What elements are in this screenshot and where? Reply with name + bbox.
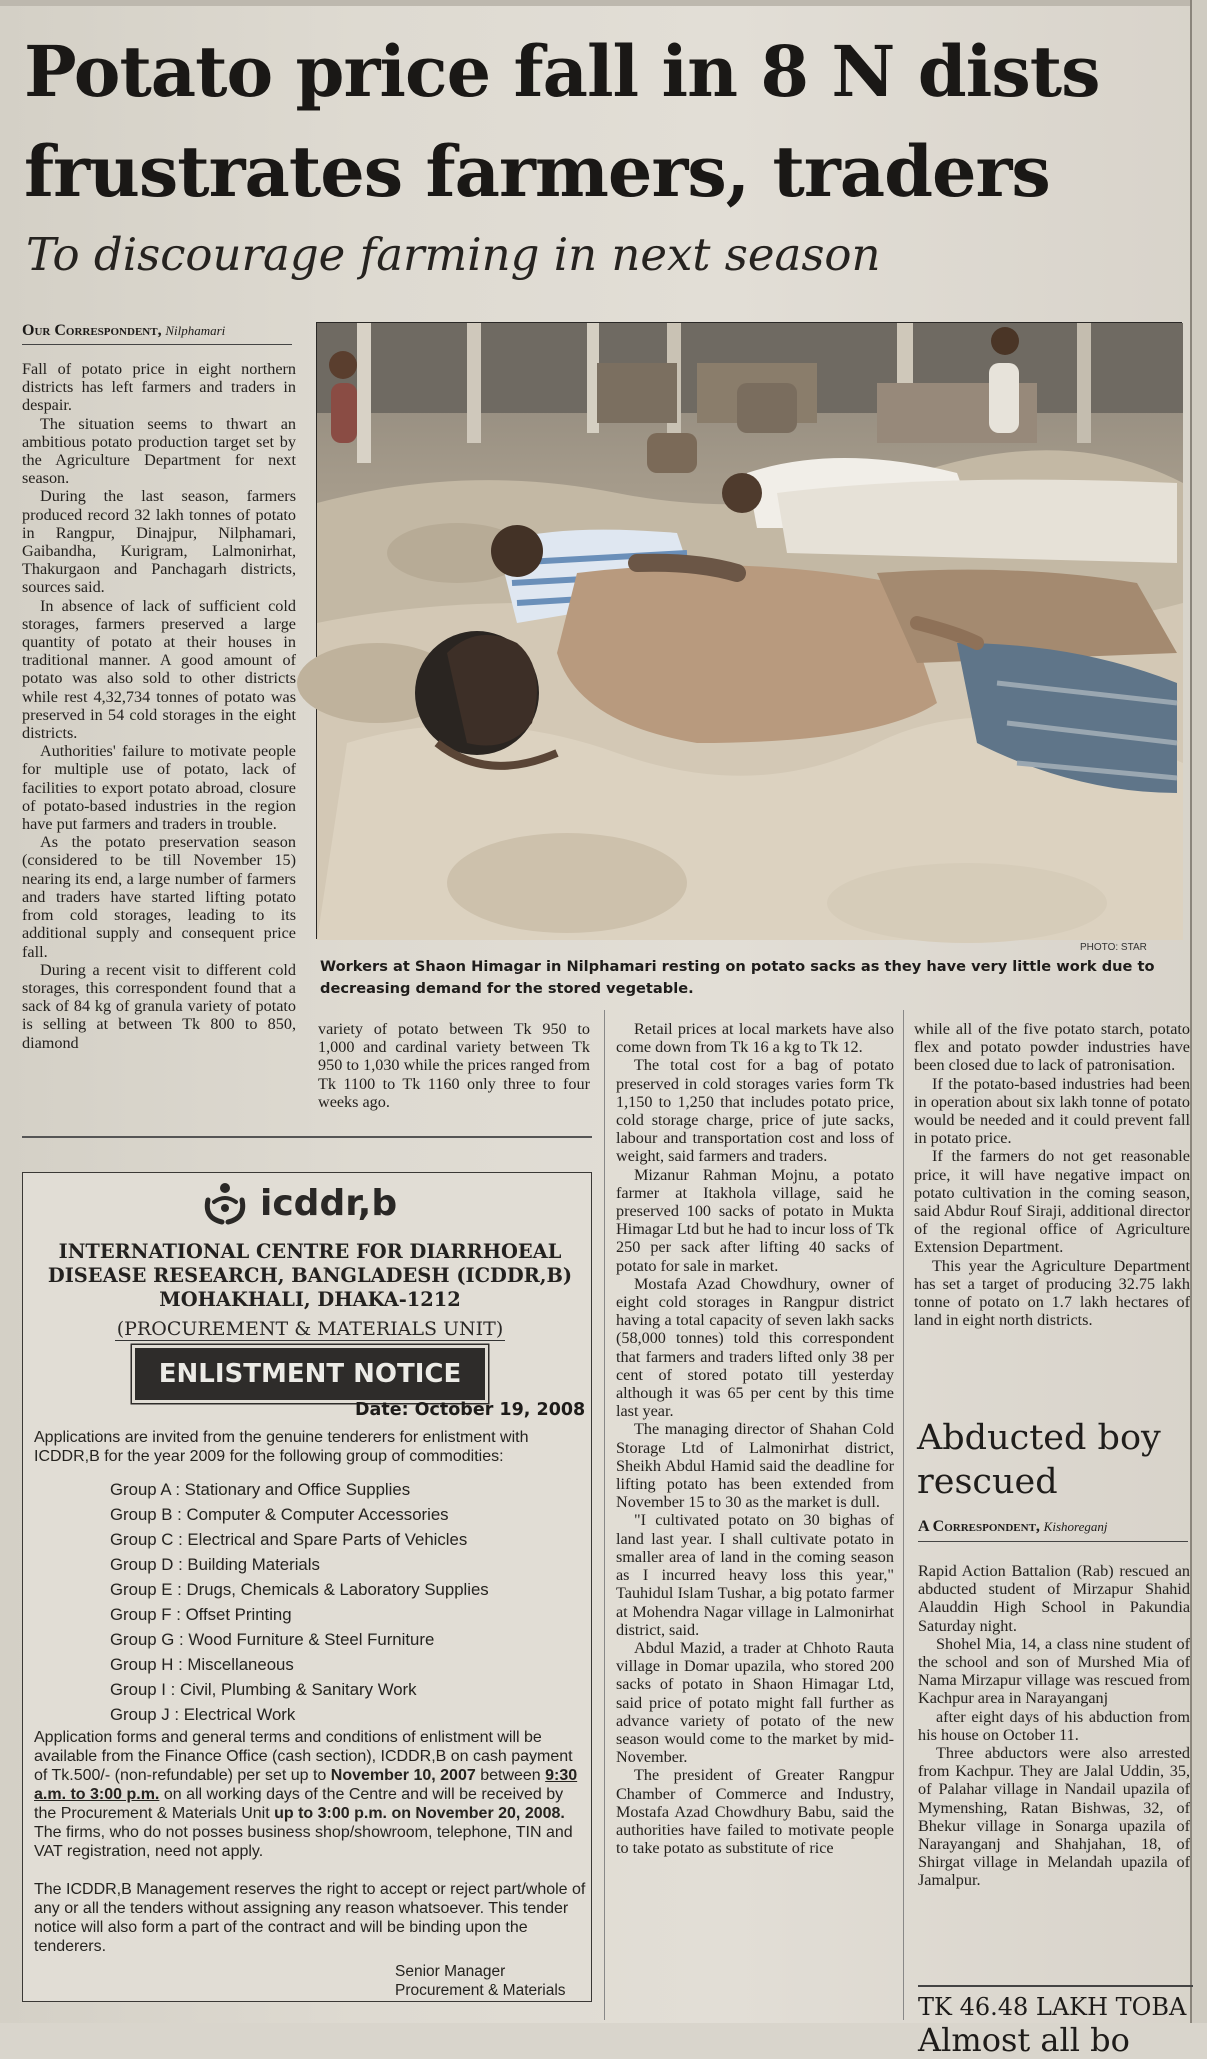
paragraph: As the potato preservation season (considered to be till November 15) nearing its end, a large number of farmers and traders have started lifting potato from cold storages, leading to its additional supply and consequent price fall. [22,833,296,961]
org-line-2: DISEASE RESEARCH, BANGLADESH (ICDDR,B) [47,1264,573,1287]
paragraph: If the potato-based industries had been in operation about six lakh tonne of potato would be needed and it could prevent fall in potato price. [914,1074,1190,1148]
commodity-group-item [110,1502,489,1527]
next-story-teaser [918,1985,1193,2059]
group-label: Group B [110,1505,173,1524]
headline-line-2: frustrates farmers, traders [24,130,1050,213]
notice-date: Date: October 19, 2008 [355,1400,586,1420]
sidebar-story-body [918,1562,1190,1890]
paragraph: Retail prices at local markets have also come down from Tk 16 a kg to Tk 12. [616,1020,894,1057]
group-label: Group I [110,1680,166,1699]
terms-text: between [475,1767,546,1784]
paragraph: Fall of potato price in eight northern districts has left farmers and traders in despair. [22,360,296,415]
group-separator: : [170,1480,185,1499]
group-separator: : [172,1505,187,1524]
group-description: Building Materials [187,1555,320,1574]
photo-credit: PHOTO: STAR [1080,942,1147,953]
paragraph: In absence of lack of sufficient cold storages, farmers preserved a large quantity of potato at their houses in traditional manner. A good amount of potato was also sold to other districts while rest 4,32,734 tonnes of potato was preserved in 54 cold storages in the eight districts. [22,596,296,743]
sidebar-byline [918,1518,1188,1542]
photo-caption: Workers at Shaon Himagar in Nilphamari resting on potato sacks as they have very little work due to decreasing demand for the stored vegetable. [320,958,1155,997]
paragraph: Mizanur Rahman Mojnu, a potato farmer at Itakhola village, said he preserved 100 sacks of potato in Mukta Himagar Ltd but he had to incur loss of Tk 250 per sack after lifting 40 sacks of potato for sale in market. [616,1165,894,1275]
group-separator: : [171,1605,186,1624]
article-column-4 [914,1020,1190,1329]
group-separator: : [169,1705,184,1724]
byline [22,322,292,345]
commodity-group-item [110,1702,489,1727]
paragraph: Three abductors were also arrested from Kachpur. They are Jalal Uddin, 35, of Palahar village in Nandail upazila of Mymenshing, Ratan Bishwas, 32, of Bhekur village in Sonarga upazila of Narayanganj and Shahjahan, 18, of Shirgat village in Melandah upazila of Jamalpur. [918,1744,1190,1890]
terms-deadline: November 10, 2007 [330,1767,476,1784]
group-description: Wood Furniture & Steel Furniture [188,1630,435,1649]
commodity-group-item [110,1477,489,1502]
group-description: Civil, Plumbing & Sanitary Work [179,1680,417,1699]
commodity-group-item [110,1577,489,1602]
logo-text: icddr,b [260,1182,398,1224]
group-label: Group G [110,1630,175,1649]
group-label: Group C [110,1530,174,1549]
paragraph: The total cost for a bag of potato preserved in cold storages varies form Tk 1,150 to 1,250 that includes potato price, cold storage charge, price of jute sacks, labour and transportation cost and loss of weight, said farmers and traders. [616,1056,894,1166]
group-label: Group J [110,1705,170,1724]
commodity-group-item [110,1602,489,1627]
notice-terms [34,1728,589,1861]
paragraph: The situation seems to thwart an ambitious potato production target set by the Agriculture Department for next season. [22,414,296,488]
unit-label [30,1318,590,1340]
top-rule [0,0,1190,6]
commodity-group-list [110,1477,489,1727]
group-separator: : [173,1655,188,1674]
group-description: Offset Printing [185,1605,292,1624]
commodity-group-item [110,1652,489,1677]
organization-name [30,1240,590,1312]
paragraph: The managing director of Shahan Cold Storage Ltd of Lalmonirhat district, Sheikh Abdul Hamid said the deadline for lifting potato has been extended from November 15 to 30 as the market is dull. [616,1420,894,1512]
article-column-1 [22,360,296,1052]
page-edge [1190,0,1207,2023]
terms-text: on all working days of the Centre and will be received by the Procurement & Materials Unit [34,1786,564,1822]
group-separator: : [172,1580,187,1599]
paragraph: This year the Agriculture Department has set a target of producing 32.75 lakh tonne of potato on 1.7 lakh hectares of land in eight north districts. [914,1256,1190,1330]
paragraph: after eight days of his abduction from his house on October 11. [918,1707,1190,1744]
paragraph: The president of Greater Rangpur Chamber of Commerce and Industry, Mostafa Azad Chowdhury Babu, said the authorities have failed to motivate people to take potato as substitute of rice [616,1766,894,1858]
icddrb-logo-icon [200,1180,250,1226]
notice-reservation: The ICDDR,B Management reserves the right to accept or reject part/whole of any or all the tenders without assigning any reason whatsoever. This tender notice will also form a part of the contract and will be binding upon the tenderers. [34,1881,586,1955]
group-label: Group H [110,1655,174,1674]
paragraph: variety of potato between Tk 950 to 1,000 and cardinal variety between Tk 950 to 1,030 while the prices ranged from Tk 1100 to Tk 1160 only three to four weeks ago. [318,1020,590,1111]
group-description: Drugs, Chemicals & Laboratory Supplies [186,1580,489,1599]
group-description: Stationary and Office Supplies [184,1480,411,1499]
group-separator: : [174,1630,189,1649]
group-separator: : [173,1530,188,1549]
notice-intro: Applications are invited from the genuine tenderers for enlistment with ICDDR,B for the year 2009 for the following group of commodities: [34,1429,529,1465]
paragraph: During a recent visit to different cold storages, this correspondent found that a sack of 84 kg of granula variety of potato is selling at between Tk 800 to 850, diamond [22,960,296,1052]
group-label: Group D [110,1555,174,1574]
group-description: Electrical and Spare Parts of Vehicles [187,1530,468,1549]
org-line-3: MOHAKHALI, DHAKA-1212 [159,1288,461,1311]
group-description: Miscellaneous [187,1655,294,1674]
news-photo [316,322,1182,939]
org-line-1: INTERNATIONAL CENTRE FOR DIARRHOEAL [58,1240,562,1263]
paragraph: Abdul Mazid, a trader at Chhoto Rauta village in Domar upazila, who stored 200 sacks of potato in Shaon Himagar Ltd, said price of potato might fall further as advance variety of potato of the new season would come to the market by mid-November. [616,1638,894,1767]
enlistment-notice-banner: ENLISTMENT NOTICE [135,1348,485,1400]
terms-submission-deadline: up to 3:00 p.m. on November 20, 2008. [274,1805,565,1822]
sidebar-byline-place: Kishoreganj [1043,1519,1108,1534]
group-description: Electrical Work [183,1705,296,1724]
article-column-3 [616,1020,894,1857]
terms-text: The firms, who do not posses business shop/showroom, telephone, TIN and VAT registration, need not apply. [34,1824,573,1860]
paragraph: During the last season, farmers produced record 32 lakh tonnes of potato in Rangpur, Dinajpur, Nilphamari, Gaibandha, Kurigram, Lalmonirhat, Thakurgaon and Panchagarh districts, sources said. [22,487,296,597]
group-label: Group A [110,1480,171,1499]
photo-illustration [317,323,1183,940]
terms-hours: 9:30 a.m. to 3:00 p.m. [34,1767,578,1803]
column-divider [903,1010,904,2020]
icddrb-logo [200,1180,397,1226]
article-column-2 [318,1020,590,1111]
column-divider [604,1010,605,2020]
byline-role: Our Correspondent, [22,322,162,339]
subheadline: To discourage farming in next season [26,228,881,281]
group-separator: : [165,1680,180,1699]
group-label: Group F [110,1605,172,1624]
paragraph: If the farmers do not get reasonable price, it will have negative impact on potato cultivation in the coming season, said Abdur Rouf Siraji, additional director of the regional office of Agriculture Extension Department. [914,1147,1190,1257]
headline-line-1: Potato price fall in 8 N dists [24,30,1100,113]
signature-unit: Procurement & Materials [395,1982,566,1999]
paragraph: Rapid Action Battalion (Rab) rescued an abducted student of Mirzapur Shahid Alauddin High School in Pakundia Saturday night. [918,1562,1190,1635]
sidebar-headline: Abducted boy rescued [917,1418,1161,1502]
group-label: Group E [110,1580,173,1599]
paragraph: Authorities' failure to motivate people for multiple use of potato, lack of facilities to export potato abroad, closure of potato-based industries in the region have put farmers and traders in trouble. [22,742,296,834]
commodity-group-item [110,1527,489,1552]
signature-title: Senior Manager [395,1963,506,1980]
group-description: Computer & Computer Accessories [186,1505,449,1524]
notice-signature [395,1962,566,2000]
unit-text: (PROCUREMENT & MATERIALS UNIT) [116,1318,504,1340]
teaser-headline: TK 46.48 LAKH TOBA [918,1993,1187,2021]
teaser-subhead: Almost all bo [918,2021,1130,2059]
commodity-group-item [110,1627,489,1652]
terms-text: Application forms and general terms and conditions of enlistment will be available from the Finance Office (cash section), ICDDR,B on cash payment of Tk.500/- (non-refundable) per set up to [34,1729,573,1784]
sidebar-byline-role: A Correspondent, [918,1518,1040,1535]
paragraph: while all of the five potato starch, potato flex and potato powder industries have been closed due to lack of patronisation. [914,1020,1190,1075]
paragraph: "I cultivated potato on 30 bighas of land last year. I shall cultivate potato in smaller area of land in the coming season as I incurred heavy loss this year," Tauhidul Islam Tushar, a big potato farmer at Mohendra Nagar village in Lalmonirhat district, said. [616,1511,894,1639]
commodity-group-item [110,1677,489,1702]
section-rule [22,1136,592,1138]
group-separator: : [173,1555,188,1574]
byline-place: Nilphamari [165,323,226,338]
paragraph: Mostafa Azad Chowdhury, owner of eight cold storages in Rangpur district having a total capacity of seven lakh sacks (58,000 tonnes) told this correspondent that farmers and traders lifted only 38 per cent of stored potato till yesterday although it was 65 per cent by this time last year. [616,1274,894,1421]
headline [24,22,1184,222]
commodity-group-item [110,1552,489,1577]
paragraph: Shohel Mia, 14, a class nine student of the school and son of Murshed Mia of Nama Mirzapur village was rescued from Kachpur area in Narayanganj [918,1634,1190,1708]
